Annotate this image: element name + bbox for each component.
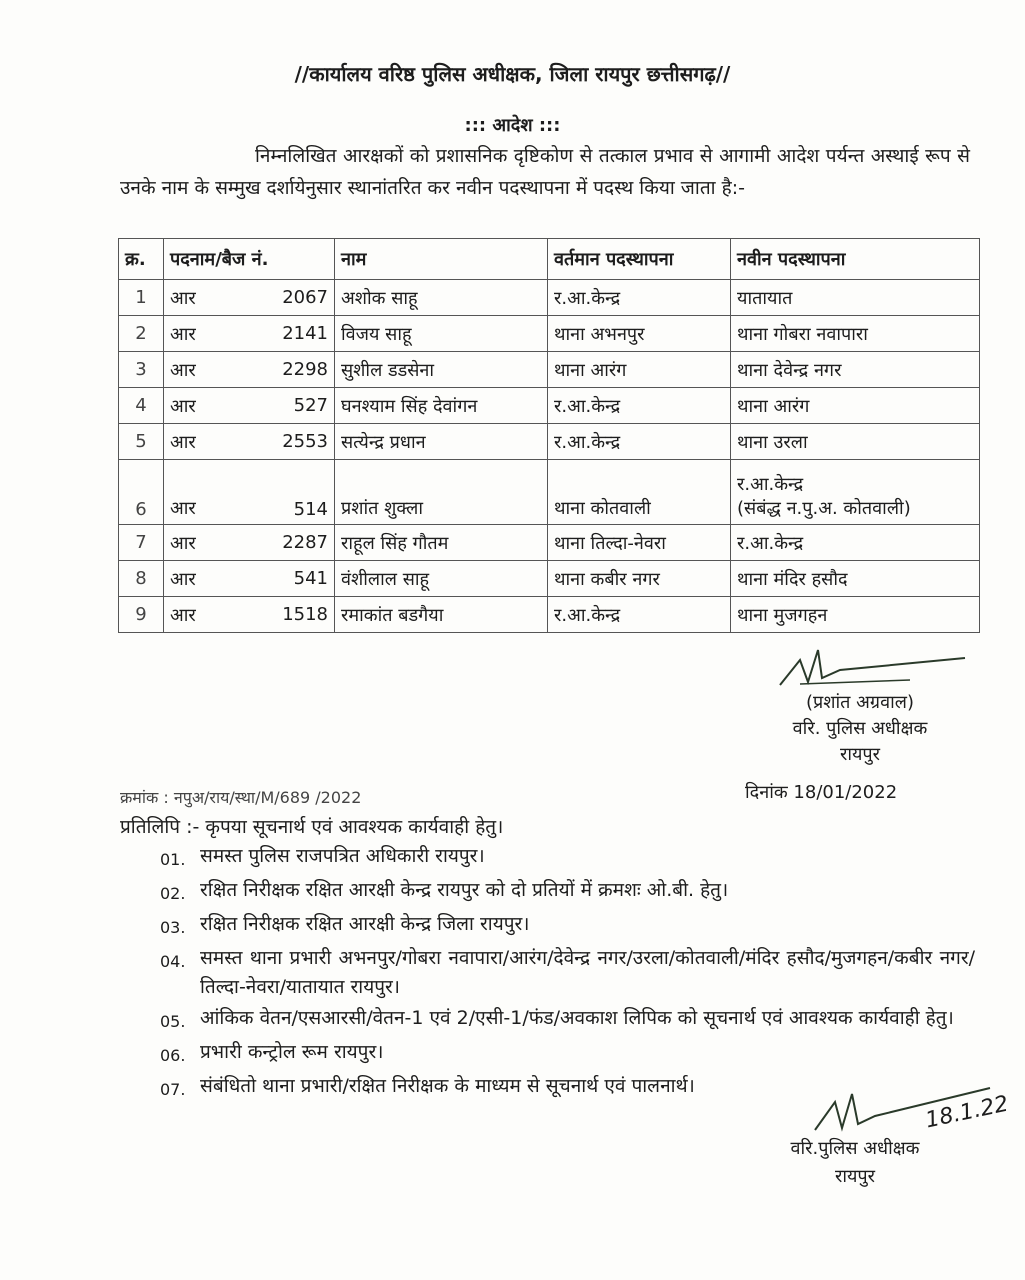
- item-number: 06.: [160, 1046, 186, 1065]
- intro-text: निम्नलिखित आरक्षकों को प्रशासनिक दृष्टिकोण से तत्काल प्रभाव से आगामी आदेश पर्यन्त अस्थाई रूप से उनके नाम के सम्मुख दर्शायेनुसार स्थानांतरित कर नवीन पदस्थापना में पदस्थ किया जाता है:-: [120, 145, 970, 199]
- header-rank-badge: पदनाम/बैज नं.: [164, 239, 335, 280]
- row-badge: 2067: [250, 280, 335, 316]
- header-num: क्र.: [119, 239, 164, 280]
- row-new: र.आ.केन्द्र: [731, 525, 980, 561]
- signatory2-place: रायपुर: [834, 1166, 876, 1187]
- row-name: अशोक साहू: [335, 280, 548, 316]
- row-rank: आर: [164, 460, 251, 525]
- list-item: [160, 944, 975, 1002]
- row-name: रमाकांत बडगैया: [335, 597, 548, 633]
- table-row: [119, 352, 980, 388]
- order-intro: [120, 140, 970, 204]
- table-row: [119, 316, 980, 352]
- item-number: 03.: [160, 918, 186, 937]
- table-row: [119, 561, 980, 597]
- transfer-table: [118, 238, 980, 633]
- row-num: 3: [119, 352, 164, 388]
- row-rank: आर: [164, 316, 251, 352]
- row-new: थाना उरला: [731, 424, 980, 460]
- order-date: दिनांक 18/01/2022: [745, 782, 898, 803]
- table-header-row: [119, 239, 980, 280]
- list-item: [160, 876, 975, 908]
- row-num: 8: [119, 561, 164, 597]
- item-number: 02.: [160, 884, 186, 903]
- row-current: थाना आरंग: [548, 352, 731, 388]
- signature-block-2: [755, 1135, 955, 1191]
- row-badge: 2287: [250, 525, 335, 561]
- row-rank: आर: [164, 424, 251, 460]
- table-row: [119, 280, 980, 316]
- row-rank: आर: [164, 597, 251, 633]
- row-name: घनश्याम सिंह देवांगन: [335, 388, 548, 424]
- row-num: 5: [119, 424, 164, 460]
- row-num: 6: [119, 460, 164, 525]
- row-num: 4: [119, 388, 164, 424]
- row-name: राहूल सिंह गौतम: [335, 525, 548, 561]
- row-rank: आर: [164, 280, 251, 316]
- row-num: 2: [119, 316, 164, 352]
- row-name: सुशील डडसेना: [335, 352, 548, 388]
- row-current: थाना कोतवाली: [548, 460, 731, 525]
- row-badge: 1518: [250, 597, 335, 633]
- list-item: [160, 842, 975, 874]
- row-num: 7: [119, 525, 164, 561]
- row-current: र.आ.केन्द्र: [548, 388, 731, 424]
- row-name: सत्येन्द्र प्रधान: [335, 424, 548, 460]
- row-name: वंशीलाल साहू: [335, 561, 548, 597]
- row-current: थाना अभनपुर: [548, 316, 731, 352]
- office-header: //कार्यालय वरिष्ठ पुलिस अधीक्षक, जिला रायपुर छत्तीसगढ़//: [294, 62, 731, 86]
- signatory-place: रायपुर: [839, 744, 881, 765]
- row-new: थाना मुजगहन: [731, 597, 980, 633]
- row-rank: आर: [164, 388, 251, 424]
- item-text: संबंधितो थाना प्रभारी/रक्षित निरीक्षक के माध्यम से सूचनार्थ एवं पालनार्थ।: [200, 1075, 695, 1097]
- row-name: विजय साहू: [335, 316, 548, 352]
- row-current: र.आ.केन्द्र: [548, 424, 731, 460]
- row-badge: 514: [250, 460, 335, 525]
- row-new: थाना गोबरा नवापारा: [731, 316, 980, 352]
- item-text: रक्षित निरीक्षक रक्षित आरक्षी केन्द्र रायपुर को दो प्रतियों में क्रमशः ओ.बी. हेतु।: [200, 879, 729, 901]
- row-badge: 527: [250, 388, 335, 424]
- item-text: समस्त पुलिस राजपत्रित अधिकारी रायपुर।: [200, 845, 485, 867]
- row-new: यातायात: [731, 280, 980, 316]
- item-number: 04.: [160, 952, 186, 971]
- list-item: [160, 1004, 975, 1036]
- header-name: नाम: [335, 239, 548, 280]
- row-new: थाना मंदिर हसौद: [731, 561, 980, 597]
- header-current: वर्तमान पदस्थापना: [548, 239, 731, 280]
- copy-list: [160, 842, 975, 1106]
- table-row: [119, 424, 980, 460]
- row-badge: 2553: [250, 424, 335, 460]
- item-number: 01.: [160, 850, 186, 869]
- signatory-designation: वरि. पुलिस अधीक्षक: [792, 718, 928, 739]
- order-title: ::: आदेश :::: [464, 115, 561, 136]
- row-new-line2: (संबंद्ध न.पु.अ. कोतवाली): [737, 498, 911, 519]
- list-item: [160, 1038, 975, 1070]
- row-current: थाना तिल्दा-नेवरा: [548, 525, 731, 561]
- table-row: [119, 525, 980, 561]
- table-row: [119, 597, 980, 633]
- signatory2-designation: वरि.पुलिस अधीक्षक: [790, 1138, 920, 1159]
- handwritten-date: 18.1.22: [923, 1091, 1011, 1134]
- table-row: [119, 388, 980, 424]
- row-rank: आर: [164, 525, 251, 561]
- row-badge: 2141: [250, 316, 335, 352]
- row-num: 9: [119, 597, 164, 633]
- row-current: थाना कबीर नगर: [548, 561, 731, 597]
- row-rank: आर: [164, 352, 251, 388]
- item-text: रक्षित निरीक्षक रक्षित आरक्षी केन्द्र जिला रायपुर।: [200, 913, 530, 935]
- row-name: प्रशांत शुक्ला: [335, 460, 548, 525]
- row-new-line1: र.आ.केन्द्र: [737, 474, 804, 495]
- table-row: [119, 460, 980, 525]
- row-badge: 541: [250, 561, 335, 597]
- row-current: र.आ.केन्द्र: [548, 597, 731, 633]
- row-num: 1: [119, 280, 164, 316]
- copy-label: प्रतिलिपि :- कृपया सूचनार्थ एवं आवश्यक कार्यवाही हेतु।: [120, 816, 504, 838]
- list-item: [160, 910, 975, 942]
- row-rank: आर: [164, 561, 251, 597]
- row-new: थाना आरंग: [731, 388, 980, 424]
- item-number: 05.: [160, 1012, 186, 1031]
- signatory-name: (प्रशांत अग्रवाल): [806, 692, 914, 713]
- item-text: प्रभारी कन्ट्रोल रूम रायपुर।: [200, 1041, 384, 1063]
- item-number: 07.: [160, 1080, 186, 1099]
- row-new: [731, 460, 980, 525]
- item-text: आंकिक वेतन/एसआरसी/वेतन-1 एवं 2/एसी-1/फंड/अवकाश लिपिक को सूचनार्थ एवं आवश्यक कार्यवाही हेतु।: [200, 1007, 954, 1029]
- item-text: समस्त थाना प्रभारी अभनपुर/गोबरा नवापारा/आरंग/देवेन्द्र नगर/उरला/कोतवाली/मंदिर हसौद/मुजगहन/कबीर नगर/तिल्दा-नेवरा/यातायात रायपुर।: [200, 947, 975, 998]
- header-new: नवीन पदस्थापना: [731, 239, 980, 280]
- reference-number: क्रमांक : नपुअ/राय/स्था/M/689 /2022: [120, 788, 362, 807]
- row-badge: 2298: [250, 352, 335, 388]
- signature-block: [760, 690, 960, 768]
- row-new: थाना देवेन्द्र नगर: [731, 352, 980, 388]
- row-current: र.आ.केन्द्र: [548, 280, 731, 316]
